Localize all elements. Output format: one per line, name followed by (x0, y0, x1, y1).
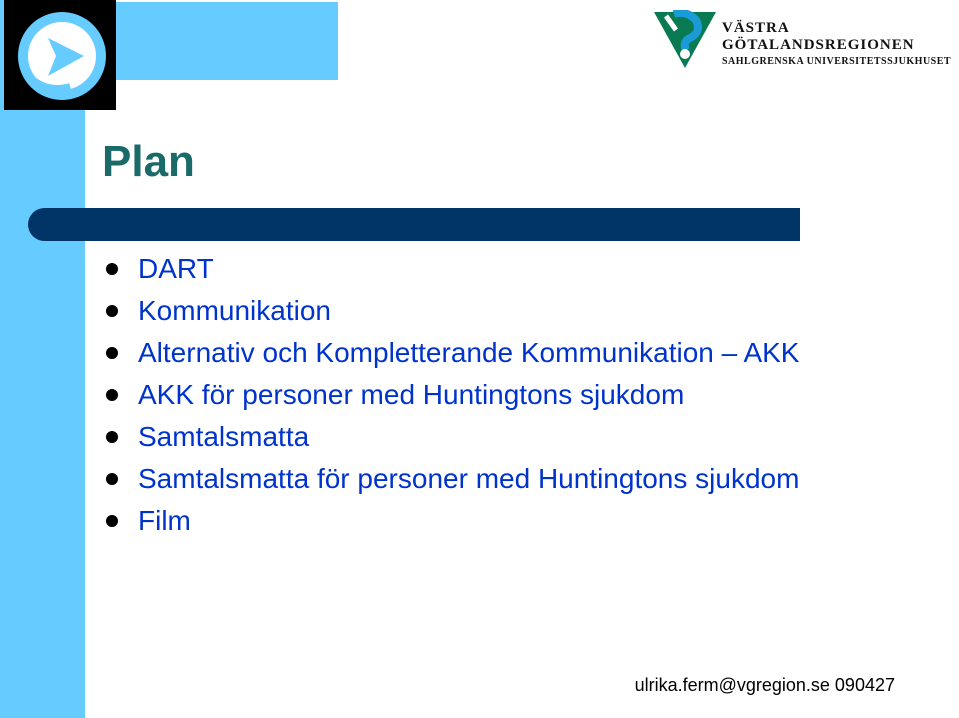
bullet-item (104, 252, 824, 286)
dart-logo (4, 0, 116, 110)
bullet-text: Kommunikation (138, 295, 331, 326)
bullet-text: Samtalsmatta (138, 421, 310, 452)
footer-contact: ulrika.ferm@vgregion.se 090427 (634, 675, 895, 695)
vgr-logo-line2: GÖTALANDSREGIONEN (722, 37, 915, 53)
bullet-dot-icon (106, 431, 118, 443)
bullet-item (104, 420, 824, 454)
bullet-dot-icon (106, 389, 118, 401)
bullet-text: DART (138, 253, 214, 284)
bullet-text: Alternativ och Kompletterande Kommunikation – AKK (138, 337, 800, 368)
bullet-text: Film (138, 505, 191, 536)
slide-title: Plan (102, 137, 195, 186)
bullet-list (104, 252, 824, 546)
bullet-dot-icon (106, 473, 118, 485)
bullet-item (104, 336, 828, 370)
bullet-item (104, 504, 824, 538)
bullet-dot-icon (106, 515, 118, 527)
bullet-item (104, 378, 824, 412)
vgr-logo-line1: VÄSTRA (722, 20, 790, 36)
vgr-logo (652, 10, 952, 72)
bullet-item (104, 462, 808, 496)
dart-logo-icon (4, 0, 116, 110)
bullet-dot-icon (106, 263, 118, 275)
vgr-emblem-icon (652, 10, 720, 70)
title-underline-bar (28, 208, 800, 241)
bullet-item (104, 294, 824, 328)
bullet-dot-icon (106, 347, 118, 359)
bullet-text: AKK för personer med Huntingtons sjukdom (138, 379, 685, 410)
bullet-dot-icon (106, 305, 118, 317)
vgr-logo-line3: SAHLGRENSKA UNIVERSITETSSJUKHUSET (722, 56, 952, 67)
bullet-text: Samtalsmatta för personer med Huntingtons sjukdom (138, 463, 800, 494)
header-accent-block (116, 2, 338, 80)
